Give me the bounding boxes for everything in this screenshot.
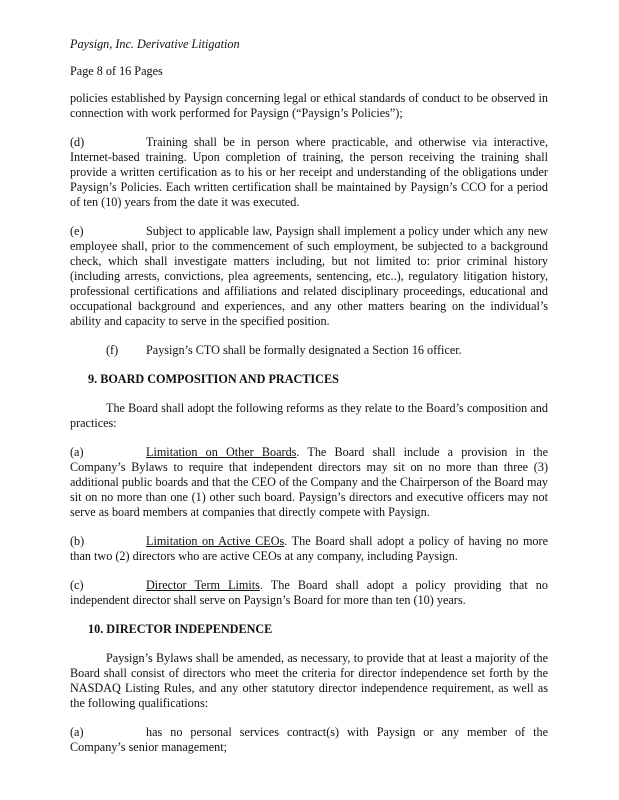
section-9-item-b bbox=[70, 534, 548, 564]
paragraph-d bbox=[70, 135, 548, 210]
section-10-item-a bbox=[70, 725, 548, 755]
item-text: Training shall be in person where practicable, and otherwise via interactive, Internet-based training. Upon completion of training, the person receiving the training shall provide a written certification as to his or her receipt and understanding of the obligations under Paysign’s Policies. Each written certification shall be maintained by Paysign’s CCO for a period of ten (10) years from the date it was executed. bbox=[70, 135, 548, 209]
item-label: (d) bbox=[70, 135, 85, 149]
item-text: Subject to applicable law, Paysign shall implement a policy under which any new employee shall, prior to the commencement of such employment, be subjected to a background check, which shall investigate matters including, but not limited to: prior criminal history (including arrests, convictions, plea agreements, sentencing, etc..), regulatory litigation history, professional certifications and affiliations and related disciplinary proceedings, educational and occupational background and experiences, and any other matters bearing on the individual’s ability and capacity to serve in the specified position. bbox=[70, 224, 548, 328]
section-9-heading: 9. BOARD COMPOSITION AND PRACTICES bbox=[88, 372, 339, 386]
page-number: Page 8 of 16 Pages bbox=[70, 64, 163, 78]
item-text: . The Board shall include a provision in the Company’s Bylaws to require that independent directors may sit on no more than three (3) additional public boards and that the CEO of the Company and the Chairperson of the Board may sit on no more than one (1) other such board. Paysign’s directors and executive officers may not serve as board members at companies that directly compete with Paysign. bbox=[70, 445, 548, 519]
item-text: Paysign’s CTO shall be formally designated a Section 16 officer. bbox=[146, 343, 462, 357]
section-10-heading: 10. DIRECTOR INDEPENDENCE bbox=[88, 622, 273, 636]
item-title: Limitation on Active CEOs bbox=[146, 534, 285, 548]
item-title: Limitation on Other Boards bbox=[146, 445, 297, 459]
section-9-intro: The Board shall adopt the following reforms as they relate to the Board’s composition and practices: bbox=[70, 401, 548, 430]
paragraph-f bbox=[70, 343, 548, 358]
item-label: (c) bbox=[70, 578, 84, 592]
item-title: Director Term Limits bbox=[146, 578, 260, 592]
item-label: (a) bbox=[70, 725, 84, 739]
paragraph-continued: policies established by Paysign concerning legal or ethical standards of conduct to be observed in connection with work performed for Paysign (“Paysign’s Policies”); bbox=[70, 91, 548, 120]
document-title: Paysign, Inc. Derivative Litigation bbox=[70, 37, 240, 51]
item-label: (b) bbox=[70, 534, 85, 548]
item-text: . The Board shall adopt a policy providing that no independent director shall serve on Paysign’s Board for more than ten (10) years. bbox=[70, 578, 548, 607]
item-label: (a) bbox=[70, 445, 84, 459]
item-label: (e) bbox=[70, 224, 84, 238]
document-body bbox=[70, 91, 548, 755]
section-9-item-c bbox=[70, 578, 548, 608]
item-text: . The Board shall adopt a policy of having no more than two (2) directors who are active CEOs at any company, including Paysign. bbox=[70, 534, 548, 563]
item-text: has no personal services contract(s) with Paysign or any member of the Company’s senior management; bbox=[70, 725, 548, 754]
section-9-item-a bbox=[70, 445, 548, 520]
item-label: (f) bbox=[106, 343, 119, 357]
paragraph-e bbox=[70, 224, 548, 329]
section-10-intro: Paysign’s Bylaws shall be amended, as necessary, to provide that at least a majority of the Board shall consist of directors who meet the criteria for director independence set forth by the NASDAQ Listing Rules, and any other statutory director independence requirement, as well as the following qualifications: bbox=[70, 651, 548, 710]
